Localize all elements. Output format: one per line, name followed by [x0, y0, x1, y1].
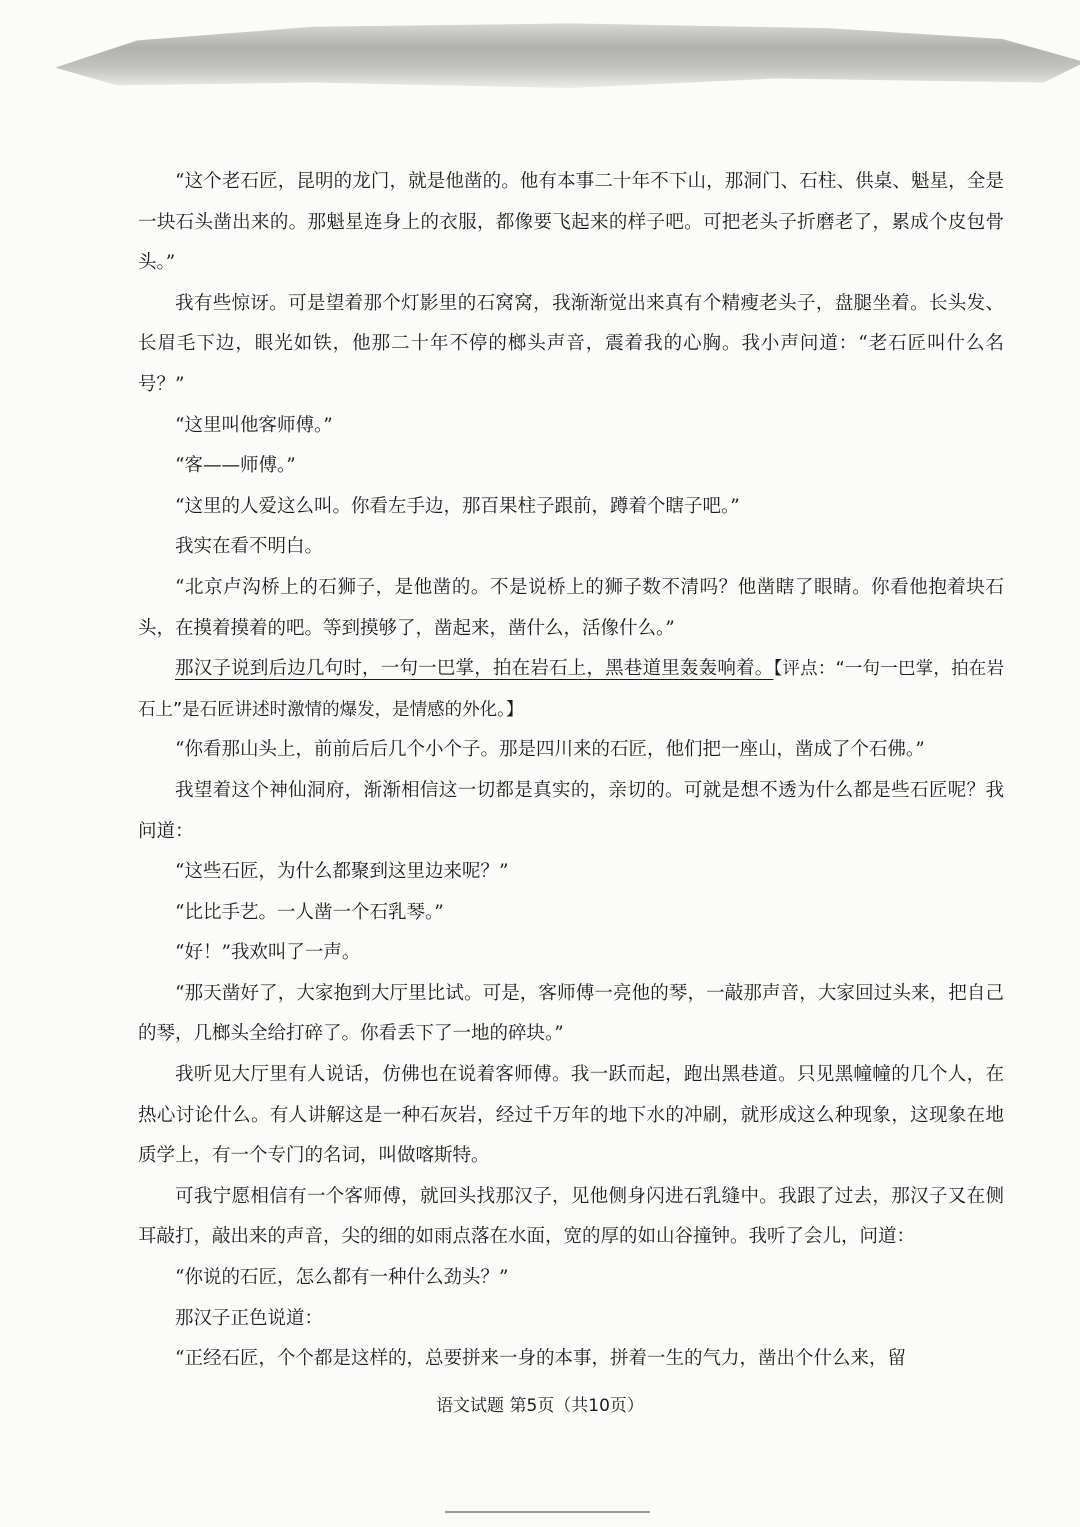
commentary-remark: 【评点：“一句一巴掌，拍在岩石上”是石匠讲述时激情的爆发，是情感的外化。】	[138, 659, 1004, 720]
paragraph: 我有些惊讶。可是望着那个灯影里的石窝窝，我渐渐觉出来真有个精瘦老头子，盘腿坐着。长头发、长眉毛下边，眼光如铁，他那二十年不停的榔头声音，震着我的心胸。我小声问道：“老石匠叫什么名号？”	[138, 292, 1004, 395]
underlined-sentence: 那汉子说到后边几句时，一句一巴掌，拍在岩石上，黑巷道里轰轰响着。	[175, 658, 774, 680]
paragraph: 可我宁愿相信有一个客师傅，就回头找那汉子，见他侧身闪进石乳缝中。我跟了过去，那汉子又在侧耳敲打，敲出来的声音，尖的细的如雨点落在水面，宽的厚的如山谷撞钟。我听了会儿，问道：	[138, 1185, 1004, 1248]
annotated-paragraph	[138, 649, 1004, 730]
paragraph: “这些石匠，为什么都聚到这里边来呢？”	[175, 861, 509, 883]
paragraph: “客——师傅。”	[175, 455, 296, 477]
divider	[445, 1511, 650, 1513]
scan-smudge	[55, 20, 1080, 88]
document-body	[138, 162, 1004, 1380]
paragraph: “北京卢沟桥上的石狮子，是他凿的。不是说桥上的狮子数不清吗？他凿瞎了眼睛。你看他抱着块石头，在摸着摸着的吧。等到摸够了，凿起来，凿什么，活像什么。”	[138, 576, 1004, 639]
paragraph: “你看那山头上，前前后后几个小个子。那是四川来的石匠，他们把一座山，凿成了个石佛。”	[175, 739, 925, 761]
paragraph: 我望着这个神仙洞府，渐渐相信这一切都是真实的，亲切的。可就是想不透为什么都是些石匠呢？我问道：	[138, 779, 1004, 842]
paragraph: “你说的石匠，怎么都有一种什么劲头？”	[175, 1267, 509, 1289]
page-footer: 语文试题 第5页（共10页）	[436, 1396, 644, 1416]
paragraph: “好！”我欢叫了一声。	[175, 942, 361, 964]
paragraph: “这里的人爱这么叫。你看左手边，那百果柱子跟前，蹲着个瞎子吧。”	[175, 495, 740, 517]
paragraph: “比比手艺。一人凿一个石乳琴。”	[175, 901, 444, 923]
paragraph: “这里叫他客师傅。”	[175, 414, 333, 436]
paragraph: 那汉子正色说道：	[175, 1307, 324, 1329]
paragraph: 我实在看不明白。	[175, 536, 324, 558]
paragraph: 我听见大厅里有人说话，仿佛也在说着客师傅。我一跃而起，跑出黑巷道。只见黑幢幢的几个人，在热心讨论什么。有人讲解这是一种石灰岩，经过千万年的地下水的冲刷，就形成这么种现象，这现象在地质学上，有一个专门的名词，叫做喀斯特。	[138, 1064, 1004, 1167]
paragraph: “那天凿好了，大家抱到大厅里比试。可是，客师傅一亮他的琴，一敲那声音，大家回过头来，把自己的琴，几榔头全给打碎了。你看丢下了一地的碎块。”	[138, 982, 1004, 1045]
paragraph: “这个老石匠，昆明的龙门，就是他凿的。他有本事二十年不下山，那洞门、石柱、供桌、魁星，全是一块石头凿出来的。那魁星连身上的衣服，都像要飞起来的样子吧。可把老头子折磨老了，累成个皮包骨头。”	[138, 171, 1004, 274]
paragraph: “正经石匠，个个都是这样的，总要拼来一身的本事，拼着一生的气力，凿出个什么来，留	[175, 1348, 906, 1370]
